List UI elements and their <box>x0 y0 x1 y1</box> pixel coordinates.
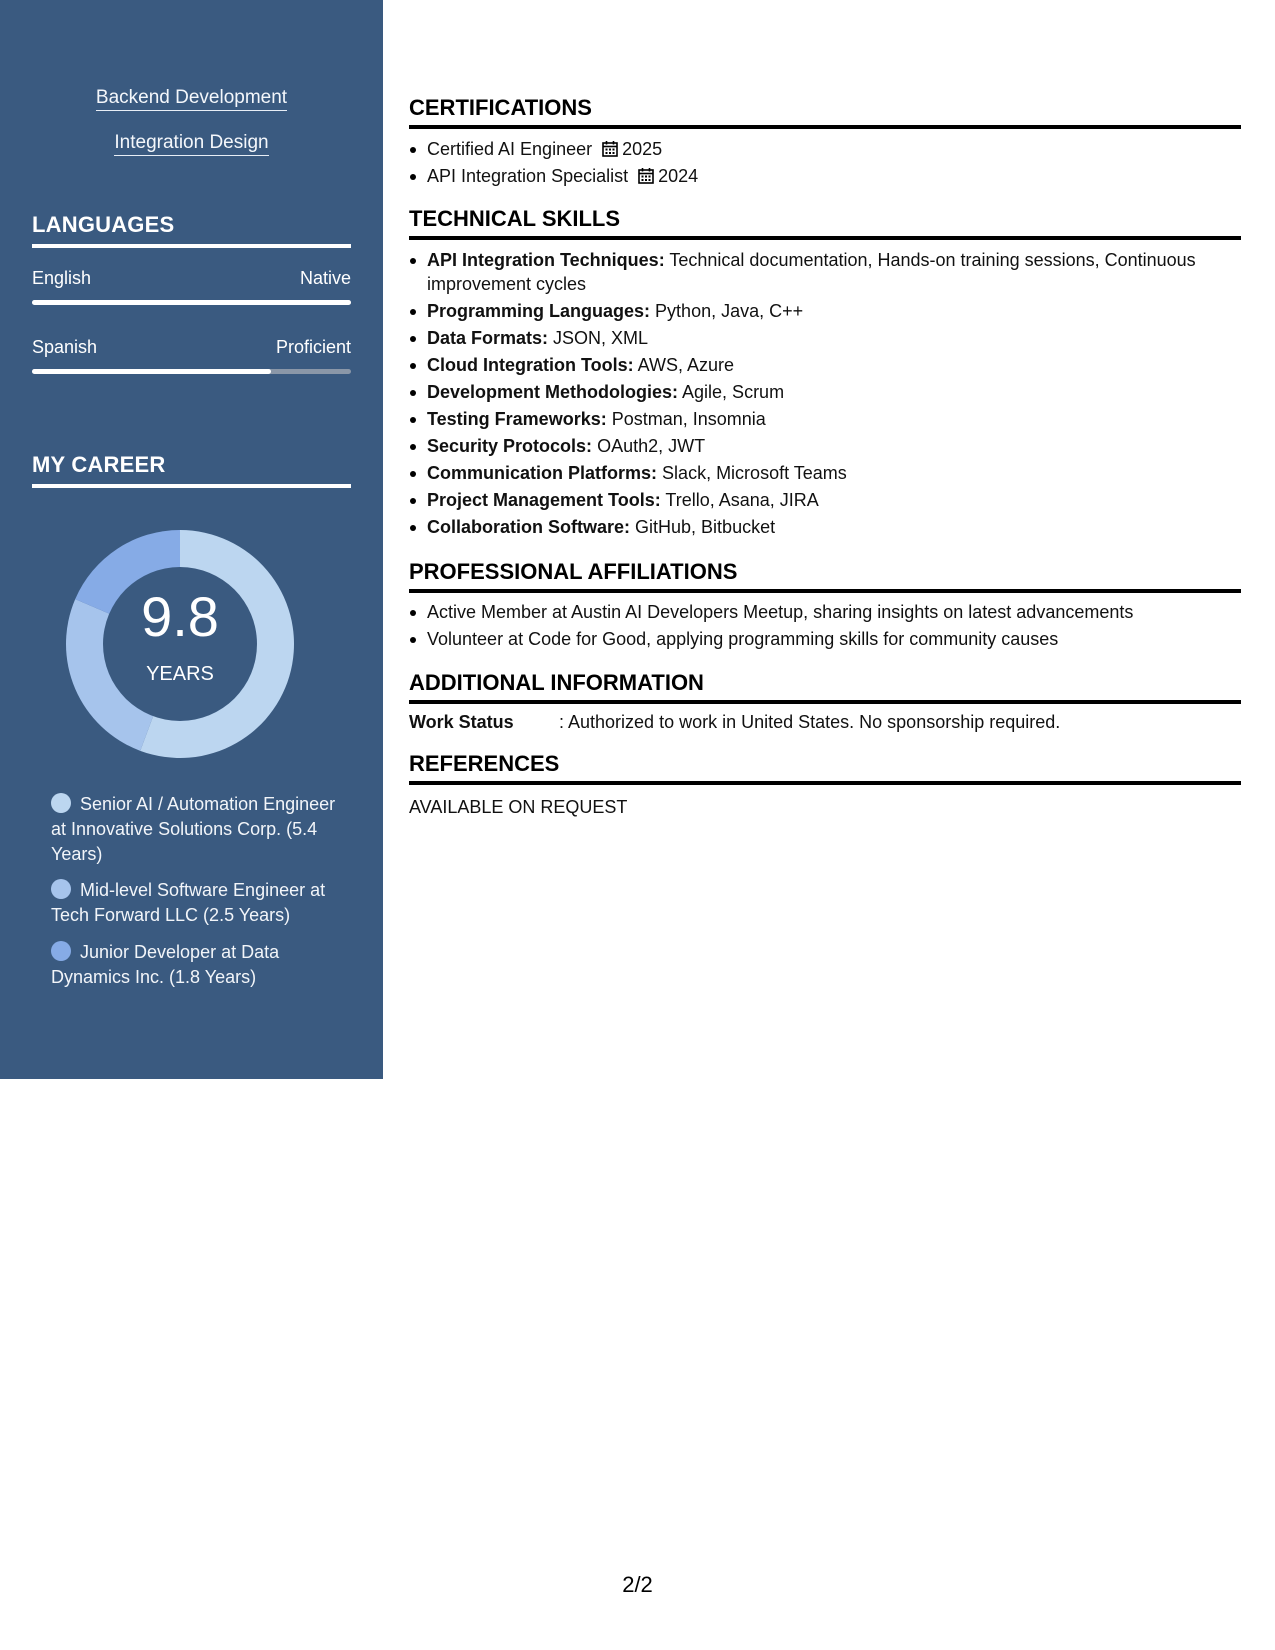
language-row-english <box>32 268 351 289</box>
technical-skills-list <box>409 248 1241 542</box>
skill-item <box>409 326 1241 350</box>
calendar-icon <box>602 140 618 157</box>
skill-values: Trello, Asana, JIRA <box>665 490 819 510</box>
career-total-unit: YEARS <box>146 663 214 685</box>
skill-category: Programming Languages: <box>427 301 651 321</box>
language-level: Native <box>299 268 351 288</box>
career-legend-dot <box>51 793 71 813</box>
certification-item <box>409 137 1241 161</box>
references-heading: REFERENCES <box>409 751 1241 785</box>
language-name: English <box>32 268 92 288</box>
affiliation-item: Volunteer at Code for Good, applying programming skills for community causes <box>409 627 1241 651</box>
skill-link-label[interactable]: Integration Design <box>114 132 268 156</box>
skill-category: API Integration Techniques: <box>427 250 665 270</box>
skill-item <box>409 515 1241 539</box>
language-name: Spanish <box>32 337 98 357</box>
skill-item <box>409 434 1241 458</box>
career-donut-chart <box>66 530 294 758</box>
skill-link-backend[interactable] <box>0 87 383 109</box>
career-heading: MY CAREER <box>32 452 351 488</box>
skill-category: Collaboration Software: <box>427 517 631 537</box>
skill-item <box>409 248 1241 296</box>
certifications-heading: CERTIFICATIONS <box>409 95 1241 129</box>
skill-item <box>409 380 1241 404</box>
skill-category: Data Formats: <box>427 328 549 348</box>
calendar-icon <box>638 167 654 184</box>
affiliation-item: Active Member at Austin AI Developers Meetup, sharing insights on latest advancements <box>409 600 1241 624</box>
language-bar-fill <box>32 369 271 374</box>
affiliations-list <box>409 600 1241 654</box>
work-status-label: Work Status <box>409 712 514 732</box>
languages-heading: LANGUAGES <box>32 212 351 248</box>
skill-values: JSON, XML <box>553 328 649 348</box>
skill-link-integration[interactable] <box>0 132 383 154</box>
skill-values: Python, Java, C++ <box>655 301 804 321</box>
skill-category: Communication Platforms: <box>427 463 658 483</box>
page-number: 2/2 <box>622 1572 653 1597</box>
sidebar <box>0 0 383 1079</box>
career-item-text: Junior Developer at Data Dynamics Inc. (1.8 Years) <box>51 942 280 987</box>
skill-category: Development Methodologies: <box>427 382 679 402</box>
language-bar-fill <box>32 300 351 305</box>
affiliations-heading: PROFESSIONAL AFFILIATIONS <box>409 559 1241 593</box>
language-bar-english <box>32 300 351 305</box>
skill-item <box>409 407 1241 431</box>
skill-values: AWS, Azure <box>637 355 735 375</box>
skill-item <box>409 461 1241 485</box>
career-item <box>51 792 341 867</box>
career-item-text: Senior AI / Automation Engineer at Innovative Solutions Corp. (5.4 Years) <box>51 794 336 864</box>
skill-category: Testing Frameworks: <box>427 409 607 429</box>
skill-values: GitHub, Bitbucket <box>635 517 776 537</box>
certification-year: 2024 <box>658 166 699 186</box>
skill-values: Agile, Scrum <box>682 382 785 402</box>
certification-item <box>409 164 1241 188</box>
skill-values: Slack, Microsoft Teams <box>662 463 847 483</box>
technical-skills-heading: TECHNICAL SKILLS <box>409 206 1241 240</box>
career-legend-dot <box>51 941 71 961</box>
skill-values: OAuth2, JWT <box>597 436 706 456</box>
skill-category: Cloud Integration Tools: <box>427 355 634 375</box>
career-item <box>51 878 341 928</box>
certification-name: Certified AI Engineer <box>427 139 593 159</box>
skill-values: Technical documentation, Hands-on training sessions, Continuous improvement cycles <box>427 250 1196 294</box>
skill-values: Postman, Insomnia <box>611 409 766 429</box>
skill-item <box>409 488 1241 512</box>
career-item <box>51 940 341 990</box>
language-row-spanish <box>32 337 351 358</box>
work-status-value: : Authorized to work in United States. No sponsorship required. <box>559 712 1061 732</box>
career-legend-dot <box>51 879 71 899</box>
skill-category: Project Management Tools: <box>427 490 661 510</box>
career-total-value: 9.8 <box>141 585 219 648</box>
skill-item <box>409 353 1241 377</box>
skill-category: Security Protocols: <box>427 436 593 456</box>
certifications-list <box>409 137 1241 191</box>
skill-link-label[interactable]: Backend Development <box>96 87 287 111</box>
additional-info-heading: ADDITIONAL INFORMATION <box>409 670 1241 704</box>
certification-name: API Integration Specialist <box>427 166 629 186</box>
skill-item <box>409 299 1241 323</box>
language-level: Proficient <box>275 337 351 357</box>
references-text: AVAILABLE ON REQUEST <box>409 797 628 817</box>
certification-year: 2025 <box>622 139 663 159</box>
career-item-text: Mid-level Software Engineer at Tech Forward LLC (2.5 Years) <box>51 880 326 925</box>
language-bar-spanish <box>32 369 351 374</box>
